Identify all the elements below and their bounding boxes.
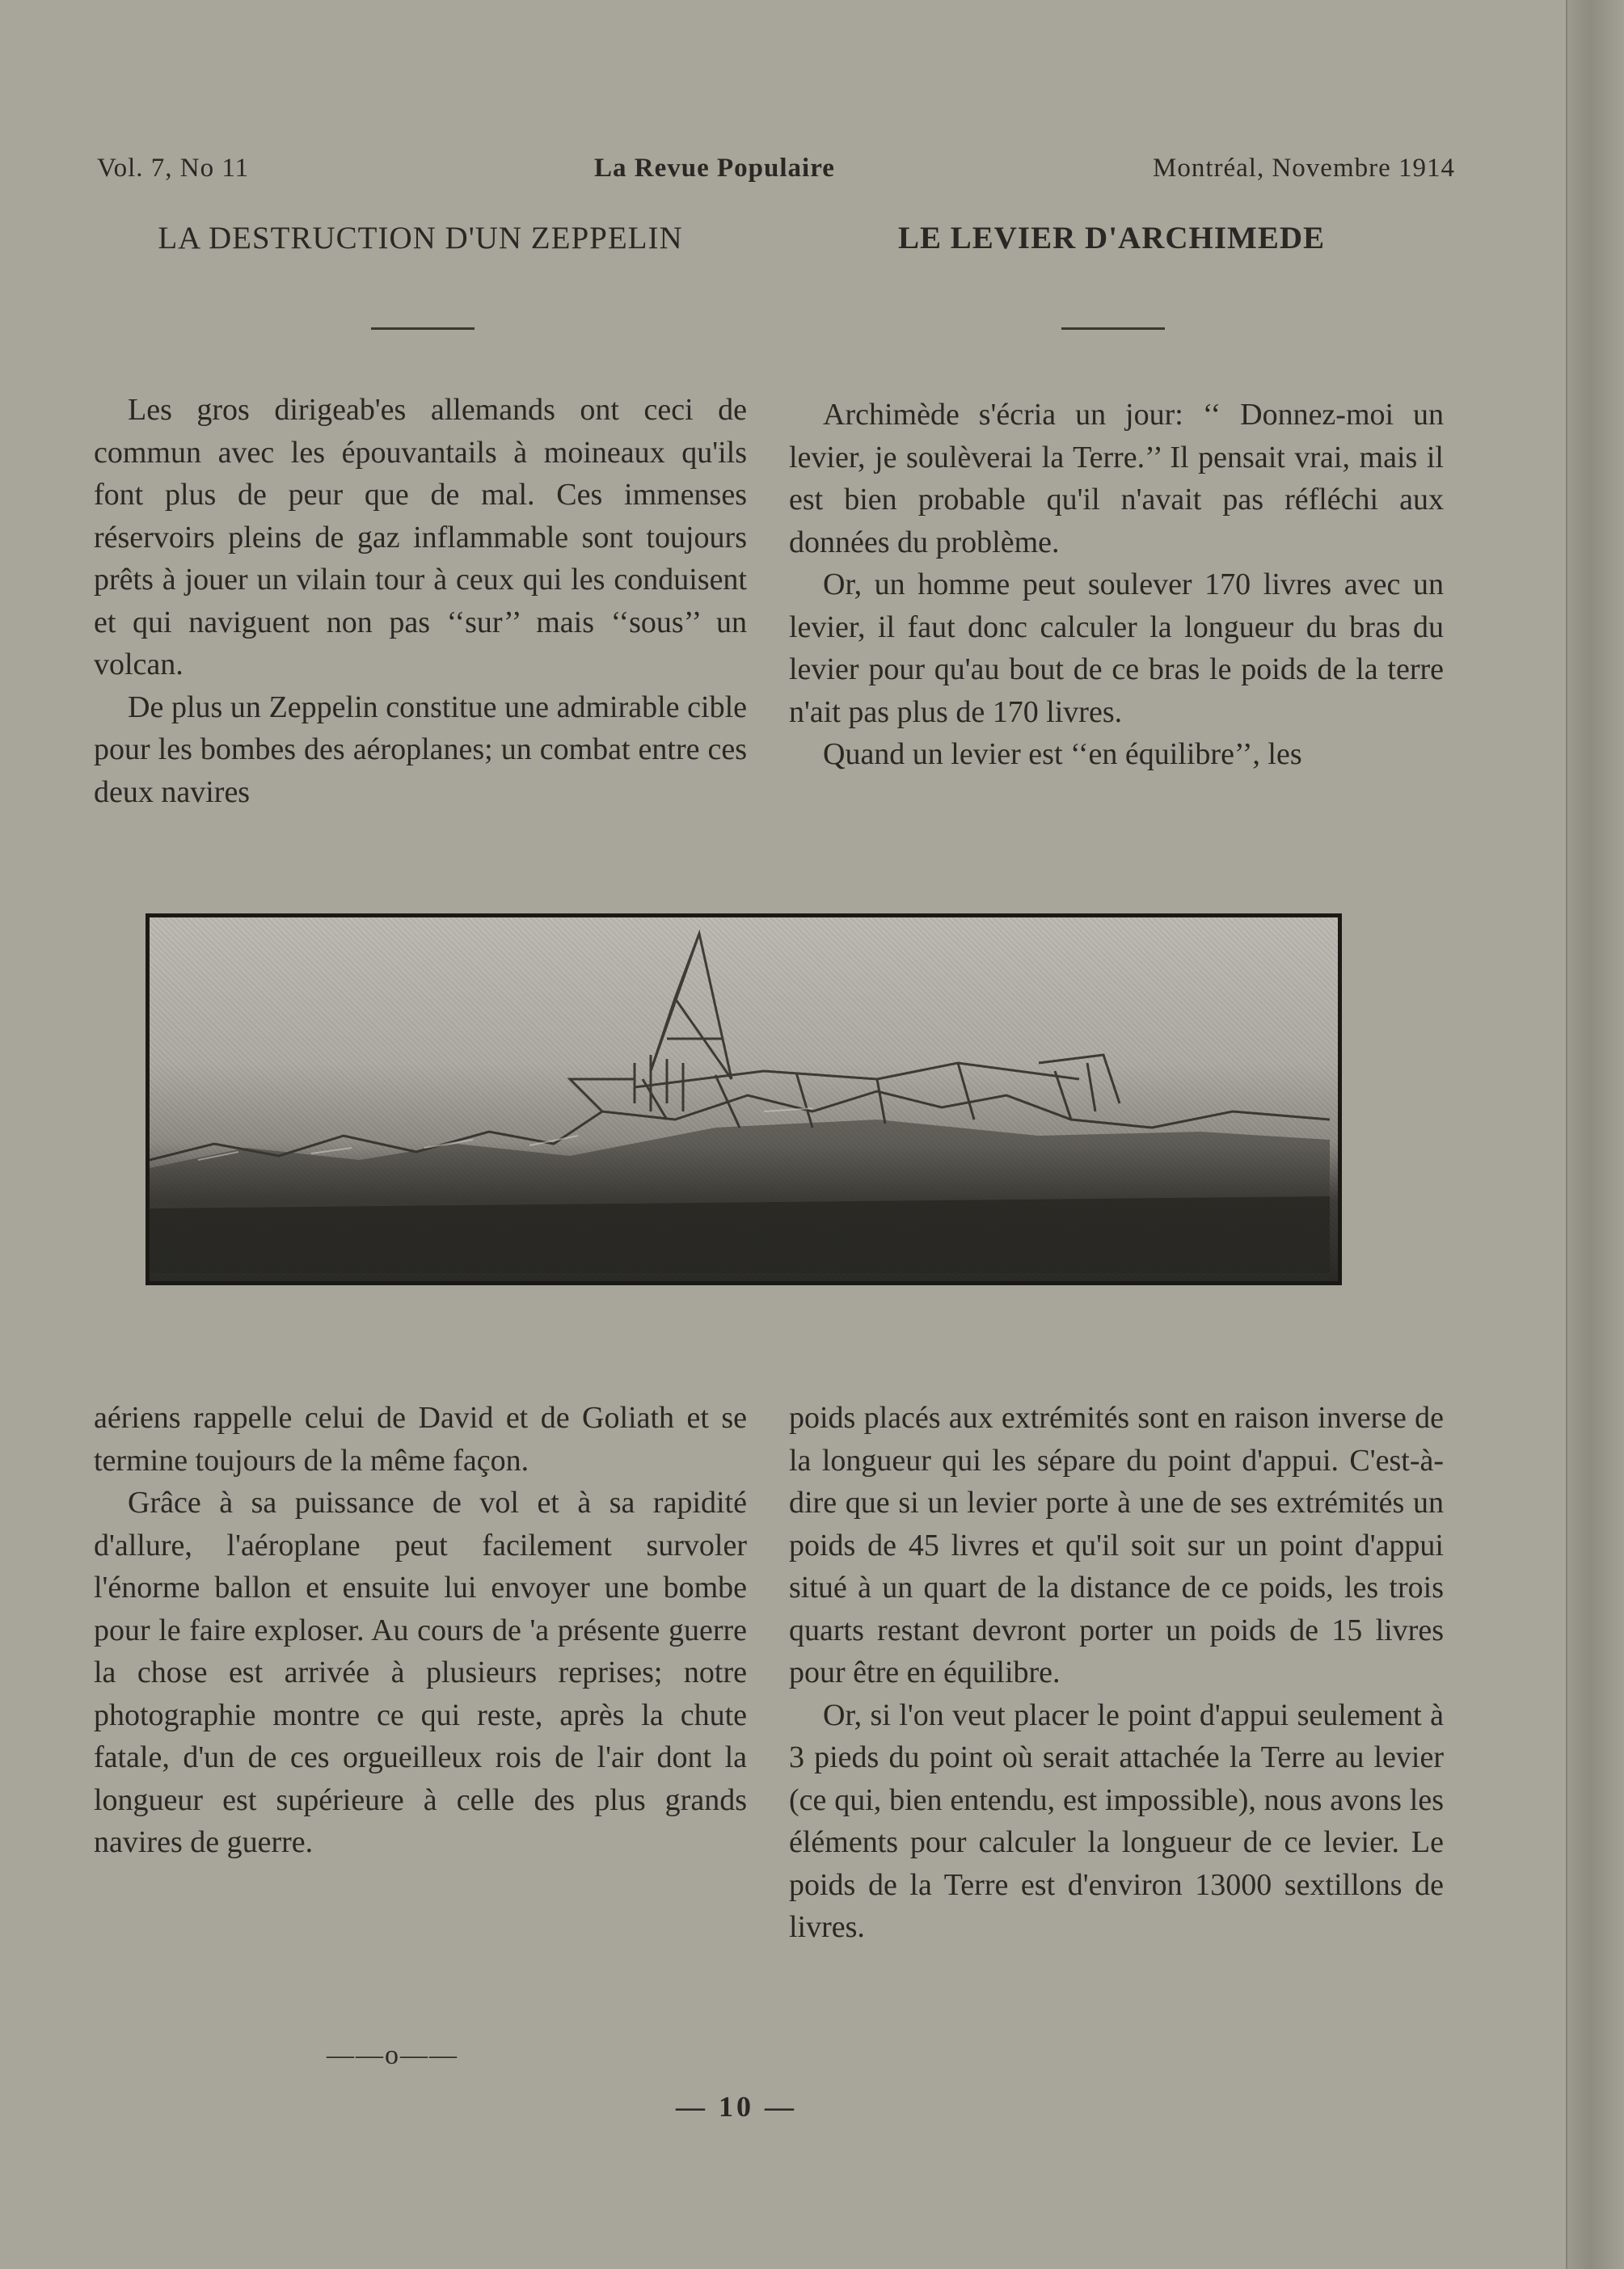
zeppelin-wreck-photo bbox=[146, 913, 1342, 1285]
paragraph: Or, si l'on veut placer le point d'appui seulement à 3 pieds du point où serait attachée la Terre au levier (ce qui, bien entendu, est impossible), nous avons les éléments pour calculer la longueur de ce levier. Le poids de la Terre est d'environ 13000 sextillons de livres. bbox=[789, 1698, 1444, 1944]
volume-number: Vol. 7, No 11 bbox=[97, 154, 250, 183]
paragraph: poids placés aux extrémités sont en raison inverse de la longueur qui les sépare du point d'appui. C'est-à-dire que si un levier porte à une de ses extrémités un poids de 45 livres et qu'il soit sur un point d'appui situé à un quart de la distance de ce poids, les trois quarts restant devront porter un poids de 15 livres pour être en équilibre. bbox=[789, 1401, 1444, 1689]
wreck-illustration bbox=[150, 917, 1330, 1273]
paragraph: Or, un homme peut soulever 170 livres avec un levier, il faut donc calculer la longueur du bras du levier pour qu'au bout de ce bras le poids de la terre n'ait pas plus de 170 livres. bbox=[789, 567, 1444, 729]
right-article-bottom-text bbox=[789, 1397, 1444, 1949]
right-article-top-text bbox=[789, 394, 1444, 776]
paragraph: Grâce à sa puissance de vol et à sa rapidité d'allure, l'aéroplane peut facilement survoler l'énorme ballon et ensuite lui envoyer une bombe pour le faire exploser. Au cours de 'a présente guerre la chose est arrivée à plusieurs reprises; notre photographie montre ce qui reste, après la chute fatale, d'un de ces orgueilleux rois de l'air dont la longueur est supérieure à celle des plus grands navires de guerre. bbox=[94, 1486, 747, 1859]
running-header bbox=[97, 154, 1455, 194]
left-article-top-text bbox=[94, 389, 747, 813]
article-end-separator: ——o—— bbox=[327, 2040, 458, 2070]
paragraph: Quand un levier est ‘‘en équilibre’’, les bbox=[823, 737, 1302, 771]
paragraph: aériens rappelle celui de David et de Goliath et se termine toujours de la même façon. bbox=[94, 1401, 747, 1478]
right-article-title: LE LEVIER D'ARCHIMEDE bbox=[897, 221, 1326, 255]
left-title-rule bbox=[371, 327, 475, 330]
right-title-rule bbox=[1061, 327, 1165, 330]
paragraph: Les gros dirigeab'es allemands ont ceci de commun avec les épouvantails à moineaux qu'ils font plus de peur que de mal. Ces immenses réservoirs pleins de gaz inflammable sont toujours prêts à jouer un vilain tour à ceux qui les conduisent et qui naviguent non pas ‘‘sur’’ mais ‘‘sous’’ un volcan. bbox=[94, 393, 747, 681]
left-article-title: LA DESTRUCTION D'UN ZEPPELIN bbox=[158, 221, 683, 255]
magazine-title: La Revue Populaire bbox=[594, 154, 835, 183]
issue-date: Montréal, Novembre 1914 bbox=[1153, 154, 1455, 183]
paragraph: Archimède s'écria un jour: ‘‘ Donnez-moi un levier, je soulèverai la Terre.’’ Il pensait vrai, mais il est bien probable qu'il n'avait pas réfléchi aux données du problème. bbox=[789, 398, 1444, 559]
paragraph: De plus un Zeppelin constitue une admirable cible pour les bombes des aéroplanes; un combat entre ces deux navires bbox=[94, 690, 747, 809]
page-number: — 10 — bbox=[676, 2090, 797, 2123]
page-edge bbox=[1566, 0, 1624, 2269]
left-article-bottom-text bbox=[94, 1397, 747, 1864]
